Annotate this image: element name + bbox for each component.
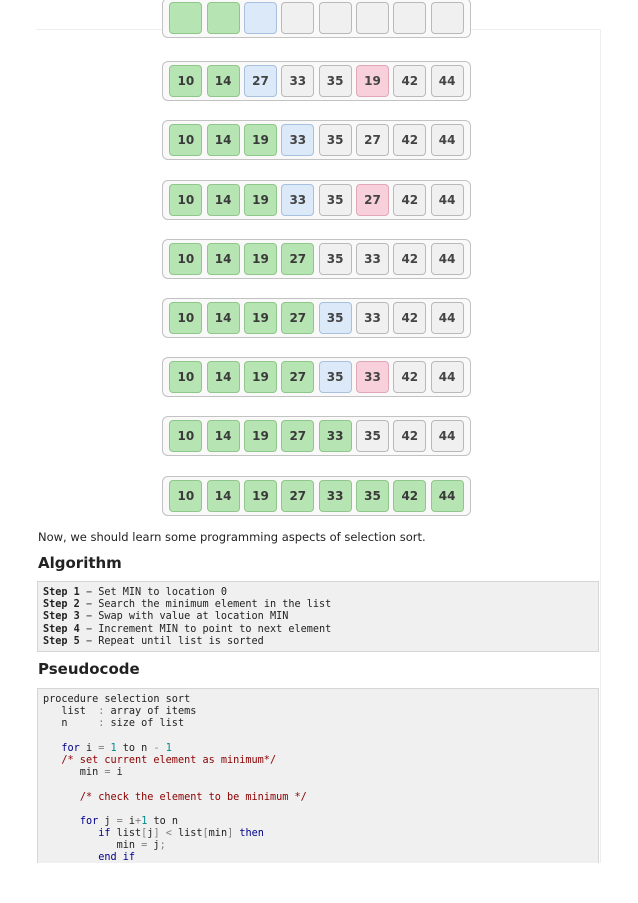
code-token: procedure selection sort — [43, 694, 191, 705]
step-label: Step 4 — [43, 623, 80, 635]
step-label: Step 3 — [43, 611, 80, 623]
array-cell: 19 — [244, 420, 277, 452]
array-cell — [319, 2, 352, 34]
code-token: min — [208, 828, 228, 840]
pseudocode-line — [43, 767, 593, 779]
array-cell: 10 — [169, 480, 202, 512]
code-token: < — [165, 828, 172, 840]
array-cell: 33 — [356, 302, 389, 334]
step-label: Step 1 — [43, 587, 80, 598]
code-token: 1 — [165, 742, 172, 754]
code-token: /* check the element to be minimum */ — [79, 791, 307, 803]
array-cell — [281, 2, 314, 34]
code-token: to n — [147, 815, 178, 827]
array-cell — [244, 2, 277, 34]
array-cell: 19 — [244, 184, 277, 216]
code-token — [43, 743, 61, 754]
array-cell: 35 — [319, 65, 352, 97]
code-token: - — [153, 742, 160, 754]
intro-paragraph: Now, we should learn some programming aspects of selection sort. — [38, 530, 426, 544]
array-cell: 14 — [207, 65, 240, 97]
code-token: end if — [98, 852, 136, 863]
array-row — [162, 416, 471, 456]
code-token: + — [135, 815, 142, 827]
array-cell: 27 — [281, 420, 314, 452]
code-token: array of items — [104, 706, 197, 718]
array-cell: 10 — [169, 361, 202, 393]
array-cell — [356, 2, 389, 34]
code-token: ] — [227, 828, 234, 840]
code-token: = — [98, 742, 105, 754]
code-token: i — [110, 767, 123, 779]
array-cell: 33 — [319, 480, 352, 512]
array-cell: 33 — [281, 184, 314, 216]
array-cell: 44 — [431, 420, 464, 452]
step-text: − Repeat until list is sorted — [79, 635, 264, 647]
pseudocode-code-block — [37, 688, 599, 863]
array-cell: 42 — [393, 302, 426, 334]
code-token: [ — [141, 828, 148, 840]
array-cell: 19 — [244, 480, 277, 512]
array-cell: 14 — [207, 184, 240, 216]
array-cell: 10 — [169, 184, 202, 216]
array-cell: 27 — [281, 480, 314, 512]
array-row — [162, 239, 471, 279]
code-token: = — [104, 767, 111, 779]
pseudocode-line — [43, 792, 593, 804]
pseudocode-line — [43, 731, 593, 743]
pseudocode-line — [43, 804, 593, 816]
code-token — [43, 852, 98, 863]
code-token: j — [147, 828, 154, 840]
array-cell: 35 — [319, 361, 352, 393]
algorithm-step — [43, 636, 593, 648]
array-cell: 42 — [393, 361, 426, 393]
code-token: size of list — [104, 718, 185, 730]
array-row — [162, 0, 471, 38]
array-cell: 19 — [244, 243, 277, 275]
code-token: for — [61, 742, 80, 754]
step-text: − Increment MIN to point to next element — [79, 623, 332, 635]
array-cell: 33 — [281, 65, 314, 97]
array-cell: 27 — [244, 65, 277, 97]
array-cell — [393, 2, 426, 34]
code-token: list — [171, 828, 203, 840]
pseudocode-line — [43, 755, 593, 767]
algorithm-step — [43, 624, 593, 636]
array-cell: 33 — [319, 420, 352, 452]
code-token: min — [43, 767, 105, 779]
array-cell: 44 — [431, 65, 464, 97]
code-token: if — [98, 828, 111, 840]
code-token: /* set current element as minimum*/ — [61, 754, 277, 766]
code-token: then — [239, 828, 264, 840]
array-cell — [169, 2, 202, 34]
array-cell: 14 — [207, 480, 240, 512]
pseudocode-line — [43, 852, 593, 863]
array-cell: 10 — [169, 243, 202, 275]
code-token: = — [141, 840, 148, 852]
code-token: [ — [202, 828, 209, 840]
code-token — [43, 792, 80, 803]
array-cell: 35 — [356, 420, 389, 452]
array-cell: 42 — [393, 184, 426, 216]
array-row — [162, 298, 471, 338]
array-cell: 42 — [393, 420, 426, 452]
step-text: − Set MIN to location 0 — [79, 587, 228, 598]
array-cell: 14 — [207, 361, 240, 393]
code-token: list — [43, 706, 99, 718]
code-token: 1 — [110, 742, 117, 754]
code-token: = — [116, 815, 123, 827]
array-cell: 27 — [281, 243, 314, 275]
code-token — [43, 755, 61, 766]
code-token: ; — [159, 840, 166, 852]
algorithm-heading: Algorithm — [38, 554, 122, 572]
code-token — [43, 828, 98, 839]
array-cell: 27 — [356, 184, 389, 216]
step-text: − Swap with value at location MIN — [79, 611, 289, 623]
array-cell: 10 — [169, 65, 202, 97]
array-row — [162, 61, 471, 101]
code-token: list — [110, 828, 142, 840]
array-cell: 44 — [431, 184, 464, 216]
array-cell: 35 — [319, 243, 352, 275]
pseudocode-line — [43, 816, 593, 828]
code-token: n — [43, 718, 99, 730]
code-token: i — [122, 815, 136, 827]
step-text: − Search the minimum element in the list — [79, 599, 332, 611]
array-cell: 33 — [356, 243, 389, 275]
array-cell: 19 — [244, 361, 277, 393]
array-row — [162, 180, 471, 220]
pseudocode-line — [43, 694, 593, 706]
code-token: for — [79, 815, 99, 827]
pseudocode-line — [43, 828, 593, 840]
array-row — [162, 357, 471, 397]
step-label: Step 5 — [43, 635, 80, 647]
array-cell: 27 — [281, 361, 314, 393]
array-cell: 44 — [431, 124, 464, 156]
array-cell: 14 — [207, 243, 240, 275]
array-cell: 42 — [393, 124, 426, 156]
array-cell: 42 — [393, 480, 426, 512]
array-cell: 44 — [431, 361, 464, 393]
array-cell — [431, 2, 464, 34]
array-cell: 44 — [431, 243, 464, 275]
array-cell: 10 — [169, 124, 202, 156]
code-token: : — [98, 706, 105, 718]
array-cell: 27 — [356, 124, 389, 156]
code-token: ] — [153, 828, 160, 840]
algorithm-step — [43, 611, 593, 623]
array-cell: 44 — [431, 302, 464, 334]
array-cell: 14 — [207, 420, 240, 452]
step-label: Step 2 — [43, 599, 80, 611]
array-cell: 14 — [207, 124, 240, 156]
code-token: 1 — [141, 815, 148, 827]
array-cell: 44 — [431, 480, 464, 512]
array-row — [162, 120, 471, 160]
array-cell: 35 — [319, 124, 352, 156]
array-cell: 27 — [281, 302, 314, 334]
code-token: : — [98, 718, 105, 730]
code-token: j — [98, 815, 117, 827]
array-cell: 19 — [244, 302, 277, 334]
array-row — [162, 476, 471, 516]
page-right-rule — [600, 29, 601, 863]
pseudocode-heading: Pseudocode — [38, 660, 140, 678]
code-token: i — [79, 742, 99, 754]
pseudocode-line — [43, 706, 593, 718]
array-cell: 19 — [244, 124, 277, 156]
algorithm-step — [43, 599, 593, 611]
code-token: j — [147, 840, 160, 852]
array-cell: 35 — [319, 302, 352, 334]
array-cell — [207, 2, 240, 34]
array-cell: 42 — [393, 65, 426, 97]
pseudocode-line — [43, 743, 593, 755]
array-cell: 14 — [207, 302, 240, 334]
array-cell: 35 — [356, 480, 389, 512]
array-cell: 35 — [319, 184, 352, 216]
code-token — [43, 816, 80, 827]
algorithm-code-block — [37, 581, 599, 652]
array-cell: 10 — [169, 420, 202, 452]
array-cell: 33 — [356, 361, 389, 393]
pseudocode-line — [43, 779, 593, 791]
array-cell: 10 — [169, 302, 202, 334]
pseudocode-line — [43, 718, 593, 730]
algorithm-step — [43, 587, 593, 599]
code-token: min — [43, 840, 142, 852]
code-token: to n — [116, 742, 154, 754]
pseudocode-line — [43, 840, 593, 852]
array-cell: 33 — [281, 124, 314, 156]
array-cell: 19 — [356, 65, 389, 97]
array-cell: 42 — [393, 243, 426, 275]
